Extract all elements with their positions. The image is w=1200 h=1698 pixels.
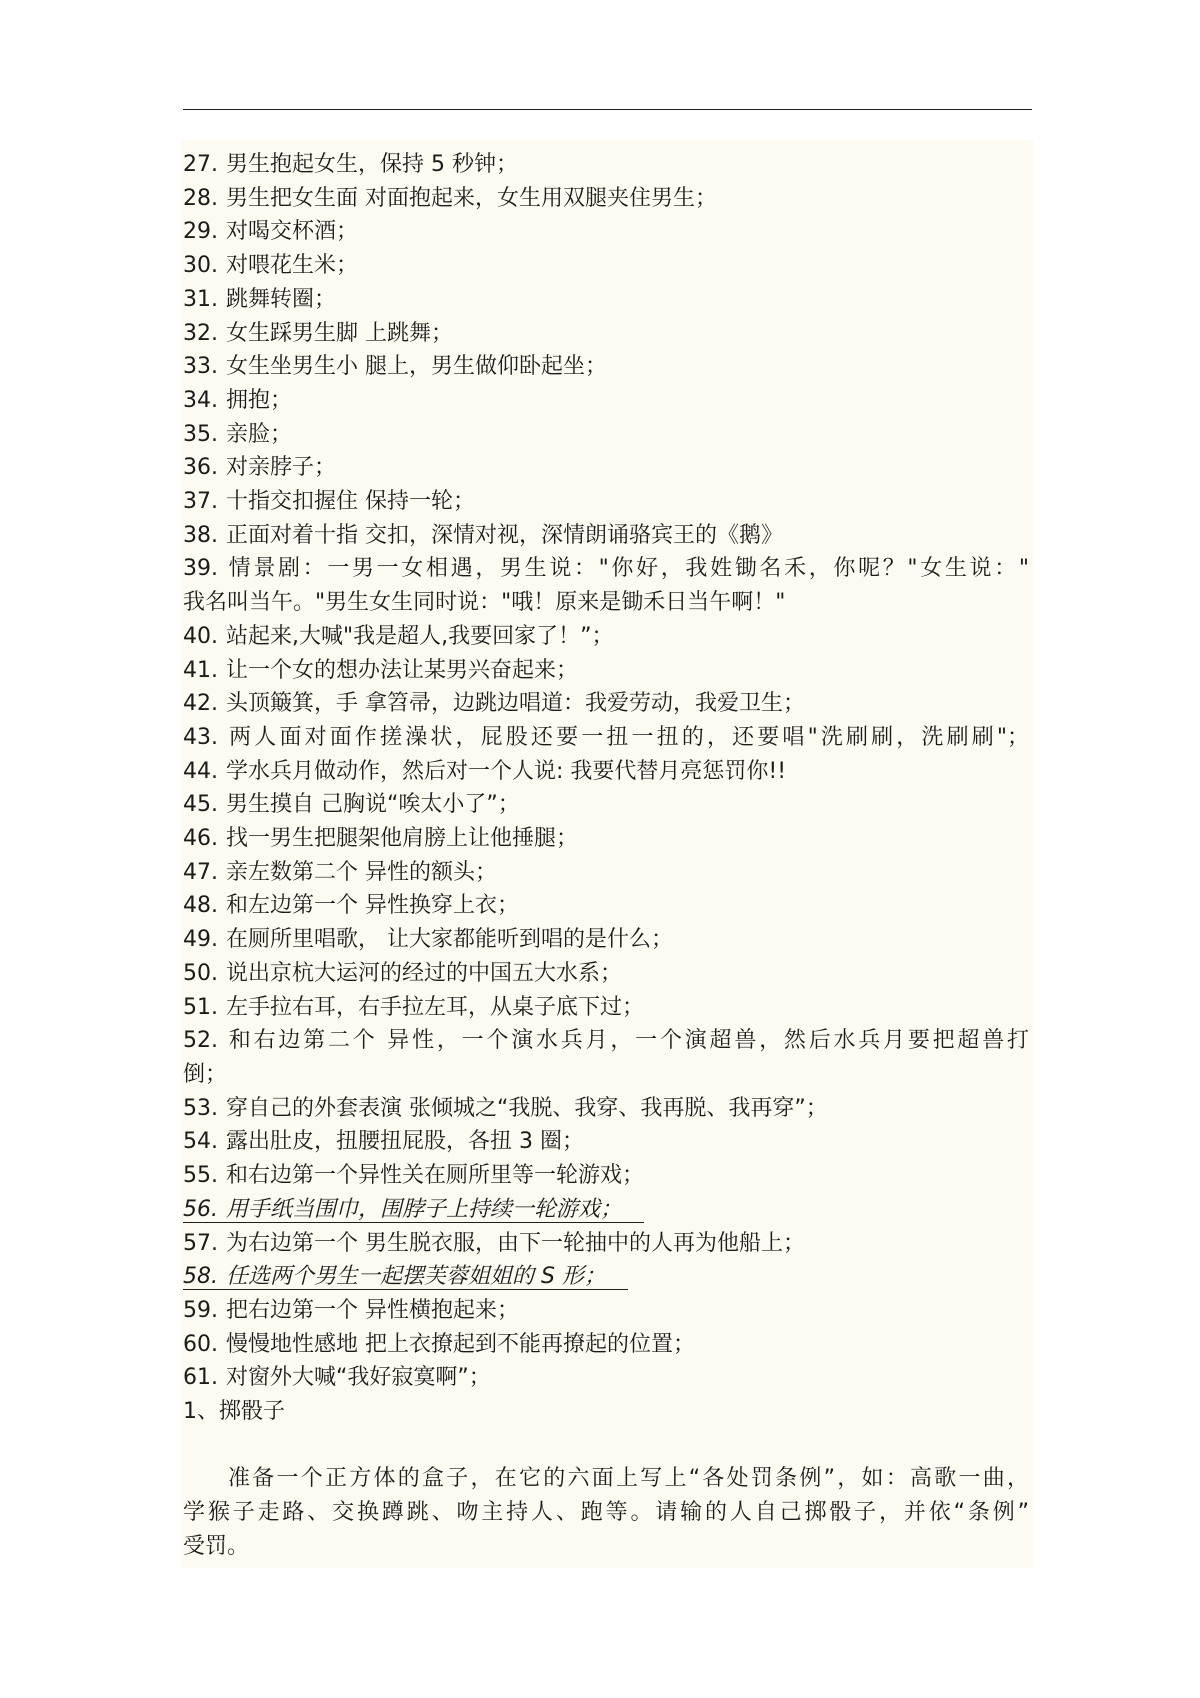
item-text: 左手拉右耳，右手拉左耳，从桌子底下过； — [226, 994, 645, 1020]
item-text: 情景剧：一男一女相遇，男生说："你好，我姓锄名禾，你呢？"女生说：" — [226, 556, 1029, 582]
item-text: 把右边第一个 异性横抱起来； — [226, 1297, 519, 1323]
item-text: 男生把女生面 对面抱起来，女生用双腿夹住男生； — [226, 185, 717, 211]
item-text: 对喝交杯酒； — [226, 219, 359, 245]
item-number: 35. — [183, 421, 218, 447]
list-item — [183, 856, 1029, 890]
item-text: 男生摸自 己胸说“唉太小了”； — [226, 792, 520, 818]
section-heading: 1、掷骰子 — [183, 1399, 285, 1425]
item-text: 亲脸； — [226, 421, 293, 447]
list-item — [183, 822, 1029, 856]
list-item — [183, 1227, 1029, 1261]
item-number: 52. — [183, 1028, 218, 1054]
blank-line — [183, 1429, 1029, 1463]
list-item — [183, 451, 1029, 485]
item-number: 28. — [183, 185, 218, 211]
list-item — [183, 485, 1029, 519]
item-text: 任选两个男生一起摆芙蓉姐姐的 S 形； — [226, 1264, 606, 1290]
item-number: 49. — [183, 927, 218, 953]
list-item — [183, 552, 1029, 586]
item-text: 为右边第一个 男生脱衣服，由下一轮抽中的人再为他船上； — [226, 1230, 805, 1256]
item-number: 37. — [183, 489, 218, 515]
item-text: 和左边第一个 异性换穿上衣； — [226, 893, 519, 919]
item-text: 亲左数第二个 异性的额头； — [226, 859, 497, 885]
item-text: 站起来,大喊"我是超人,我要回家了！”； — [226, 623, 614, 649]
underlined-text — [183, 1264, 628, 1290]
item-text: 正面对着十指 交扣，深情对视，深情朗诵骆宾王的《鹅》 — [226, 522, 783, 548]
list-item — [183, 654, 1029, 688]
item-number: 60. — [183, 1331, 218, 1357]
list-item-continuation: 倒； — [183, 1061, 228, 1087]
item-text: 十指交扣握住 保持一轮； — [226, 489, 475, 515]
item-number: 39. — [183, 556, 218, 582]
item-number: 27. — [183, 152, 218, 177]
list-item — [183, 1125, 1029, 1159]
item-text: 让一个女的想办法让某男兴奋起来； — [226, 657, 579, 683]
item-number: 36. — [183, 455, 218, 481]
item-text: 在厕所里唱歌， 让大家都能听到唱的是什么； — [226, 927, 673, 953]
item-text: 女生踩男生脚 上跳舞； — [226, 320, 453, 346]
list-item — [183, 283, 1029, 317]
list-item-emphasized — [183, 1260, 1029, 1294]
item-number: 40. — [183, 623, 218, 649]
paragraph-line: 受罚。 — [183, 1533, 250, 1559]
item-number: 45. — [183, 792, 218, 818]
item-number: 33. — [183, 354, 218, 380]
list-item — [183, 957, 1029, 991]
list-item — [183, 418, 1029, 452]
item-text: 男生抱起女生，保持 5 秒钟； — [226, 152, 518, 177]
list-item — [183, 889, 1029, 923]
item-number: 61. — [183, 1365, 218, 1391]
item-number: 30. — [183, 253, 218, 279]
list-item-emphasized — [183, 1193, 1029, 1227]
list-item — [183, 519, 1029, 553]
list-item — [183, 991, 1029, 1025]
item-number: 31. — [183, 286, 218, 312]
item-number: 41. — [183, 657, 218, 683]
list-item — [183, 317, 1029, 351]
item-text: 慢慢地性感地 把上衣撩起到不能再撩起的位置； — [226, 1331, 695, 1357]
item-number: 44. — [183, 758, 218, 784]
item-number: 34. — [183, 387, 218, 413]
list-item-continuation: 我名叫当午。"男生女生同时说："哦！原来是锄禾日当午啊！" — [183, 590, 786, 616]
item-number: 50. — [183, 960, 218, 986]
list-item — [183, 215, 1029, 249]
item-text: 对窗外大喊“我好寂寞啊”； — [226, 1365, 491, 1391]
item-text: 找一男生把腿架他肩膀上让他捶腿； — [226, 826, 579, 852]
list-item — [183, 1092, 1029, 1126]
item-number: 38. — [183, 522, 218, 548]
list-item — [183, 788, 1029, 822]
item-text: 两人面对面作搓澡状，屁股还要一扭一扭的，还要唱"洗刷刷，洗刷刷"； — [226, 724, 1029, 750]
item-text: 对亲脖子； — [226, 455, 337, 481]
paragraph-line: 准备一个正方体的盒子，在它的六面上写上“各处罚条例”，如：高歌一曲， — [228, 1466, 1029, 1492]
list-item — [183, 620, 1029, 654]
item-number: 58. — [183, 1264, 218, 1290]
item-text: 说出京杭大运河的经过的中国五大水系； — [226, 960, 623, 986]
item-number: 47. — [183, 859, 218, 885]
item-text: 跳舞转圈； — [226, 286, 337, 312]
item-text: 对喂花生米； — [226, 253, 359, 279]
list-item — [183, 182, 1029, 216]
list-item — [183, 687, 1029, 721]
list-item — [183, 148, 1029, 182]
item-number: 29. — [183, 219, 218, 245]
item-number: 48. — [183, 893, 218, 919]
list-item — [183, 1361, 1029, 1395]
list-item — [183, 721, 1029, 755]
header-rule — [183, 109, 1032, 110]
item-text: 和右边第一个异性关在厕所里等一轮游戏； — [226, 1163, 645, 1189]
item-text: 女生坐男生小 腿上，男生做仰卧起坐； — [226, 354, 607, 380]
item-number: 32. — [183, 320, 218, 346]
list-item — [183, 249, 1029, 283]
document-body — [183, 148, 1029, 1564]
item-number: 53. — [183, 1095, 218, 1121]
item-text: 头顶簸箕，手 拿笤帚，边跳边唱道：我爱劳动，我爱卫生； — [226, 691, 805, 717]
item-text: 学水兵月做动作，然后对一个人说: 我要代替月亮惩罚你!! — [226, 758, 787, 784]
list-item — [183, 1328, 1029, 1362]
item-number: 55. — [183, 1163, 218, 1189]
list-item — [183, 384, 1029, 418]
item-number: 56. — [183, 1196, 218, 1222]
item-text: 和右边第二个 异性，一个演水兵月，一个演超兽，然后水兵月要把超兽打 — [226, 1028, 1029, 1054]
item-number: 42. — [183, 691, 218, 717]
item-text: 拥抱； — [226, 387, 293, 413]
item-number: 43. — [183, 724, 218, 750]
item-number: 54. — [183, 1129, 218, 1155]
item-number: 46. — [183, 826, 218, 852]
list-item — [183, 1294, 1029, 1328]
list-item — [183, 1159, 1029, 1193]
item-text: 露出肚皮，扭腰扭屁股，各扭 3 圈； — [226, 1129, 584, 1155]
underlined-text — [183, 1197, 644, 1223]
item-text: 穿自己的外套表演 张倾城之“我脱、我穿、我再脱、我再穿”； — [226, 1095, 828, 1121]
item-text: 用手纸当围巾，围脖子上持续一轮游戏； — [226, 1196, 623, 1222]
item-number: 51. — [183, 994, 218, 1020]
list-item — [183, 755, 1029, 789]
list-item — [183, 923, 1029, 957]
list-item — [183, 350, 1029, 384]
item-number: 59. — [183, 1297, 218, 1323]
paragraph-line: 学猴子走路、交换蹲跳、吻主持人、跑等。请输的人自己掷骰子，并依“条例” — [183, 1500, 1029, 1526]
list-item — [183, 1024, 1029, 1058]
item-number: 57. — [183, 1230, 218, 1256]
